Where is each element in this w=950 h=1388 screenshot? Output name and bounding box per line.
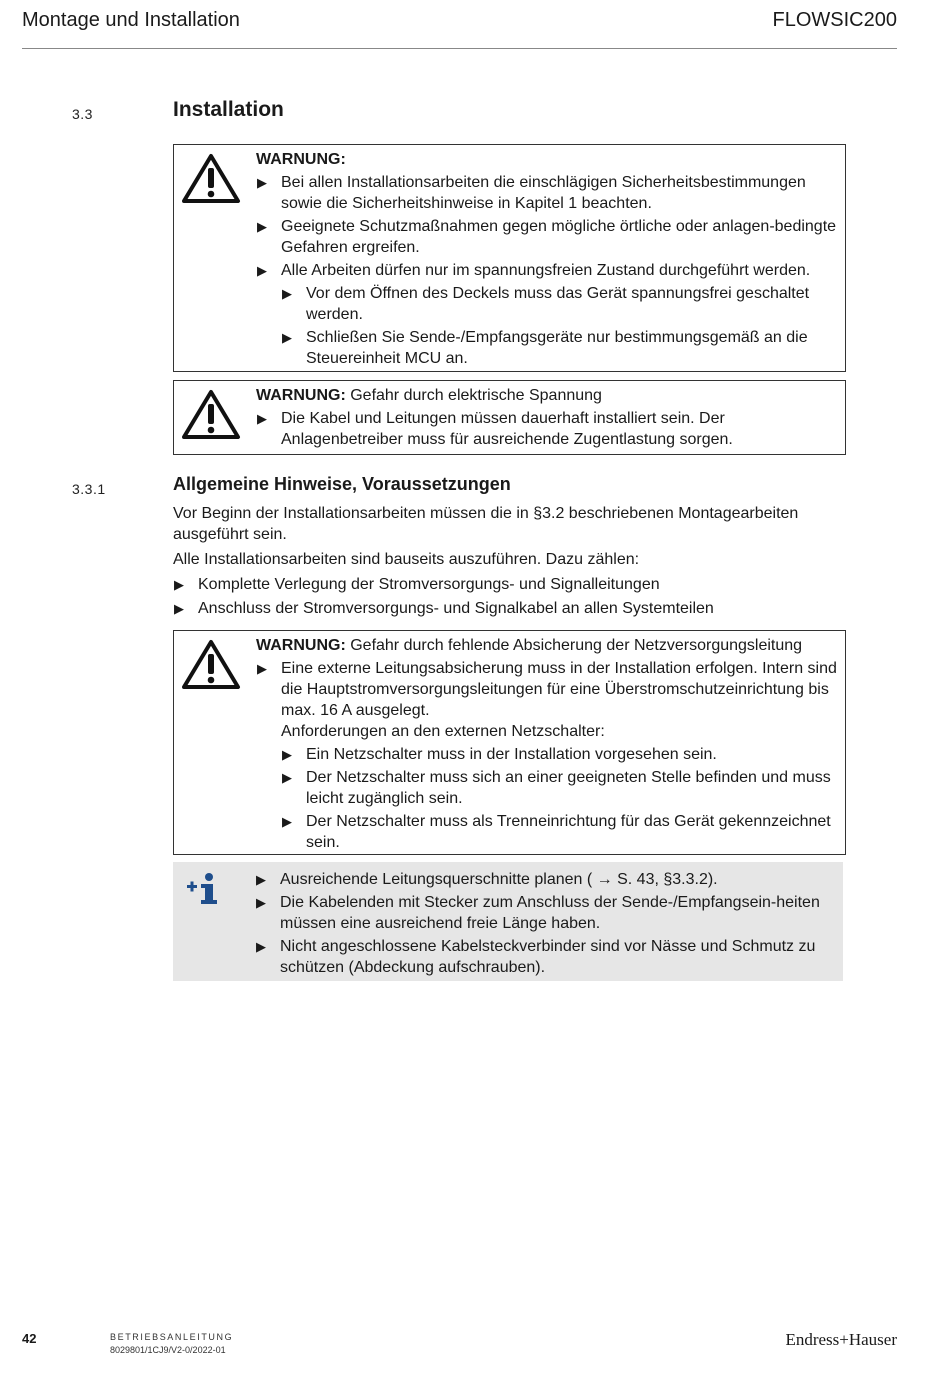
bullet-arrow-icon: ▶: [282, 286, 292, 301]
bullet-arrow-icon: ▶: [282, 814, 292, 829]
bullet-arrow-icon: ▶: [282, 770, 292, 785]
warning-subitem: ▶ Vor dem Öffnen des Deckels muss das Gerät spannungsfrei geschaltet werden.: [282, 285, 810, 323]
bullet-arrow-icon: ▶: [257, 411, 267, 426]
bullet-arrow-icon: ▶: [174, 577, 184, 592]
warning-item: ▶ Alle Arbeiten dürfen nur im spannungsfreien Zustand durchgeführt werden.: [257, 262, 811, 279]
warning-box-electrical: [173, 380, 846, 455]
warning-continuation: Anforderungen an den externen Netzschalter:: [281, 723, 605, 740]
warning-item: ▶ Eine externe Leitungsabsicherung muss in der Installation erfolgen. Intern sind die Hauptstromversorgungsleitungen für eine Überstromschutzeinrichtung bis max. 16 A ausgelegt.: [257, 660, 837, 719]
info-box: [173, 862, 843, 981]
header-section-title: Montage und Installation: [22, 9, 240, 31]
bullet-arrow-icon: ▶: [256, 939, 266, 954]
bullet-arrow-icon: ▶: [282, 747, 292, 762]
document-code: 8029801/1CJ9/V2-0/2022-01: [110, 1345, 226, 1355]
page-number: 42: [22, 1331, 37, 1346]
warning-box-general: [173, 144, 846, 372]
bullet-arrow-icon: ▶: [257, 263, 267, 278]
warning-triangle-icon: [181, 389, 241, 441]
bullet-arrow-icon: ▶: [256, 872, 266, 887]
bullet-arrow-icon: ▶: [282, 330, 292, 345]
warning-triangle-icon: [181, 153, 241, 205]
bullet-arrow-icon: ▶: [257, 661, 267, 676]
warning-label: WARNUNG:: [256, 151, 346, 168]
warning-subitem: ▶ Der Netzschalter muss als Trenneinrichtung für das Gerät gekennzeichnet sein.: [282, 813, 831, 851]
section-title: Installation: [173, 98, 284, 121]
bullet-arrow-icon: ▶: [257, 175, 267, 190]
info-item: ▶ Nicht angeschlossene Kabelsteckverbinder sind vor Nässe und Schmutz zu schützen (Abdeckung aufschrauben).: [256, 938, 816, 976]
paragraph: Vor Beginn der Installationsarbeiten müssen die in §3.2 beschriebenen Montagearbeiten ausgeführt sein.: [173, 505, 799, 543]
info-item: ▶ Die Kabelenden mit Stecker zum Anschluss der Sende-/Empfangsein-heiten müssen eine ausreichend freie Länge haben.: [256, 894, 820, 932]
paragraph: Alle Installationsarbeiten sind bauseits auszuführen. Dazu zählen:: [173, 551, 640, 568]
header-divider: [22, 48, 897, 49]
warning-label: WARNUNG:: [256, 387, 346, 404]
bullet-arrow-icon: ▶: [256, 895, 266, 910]
list-item: ▶ Anschluss der Stromversorgungs- und Signalkabel an allen Systemteilen: [174, 600, 714, 617]
document-type: BETRIEBSANLEITUNG: [110, 1332, 234, 1342]
bullet-arrow-icon: ▶: [174, 601, 184, 616]
bullet-arrow-icon: ▶: [257, 219, 267, 234]
warning-item: ▶ Geeignete Schutzmaßnahmen gegen mögliche örtliche oder anlagen-bedingte Gefahren ergreifen.: [257, 218, 837, 256]
warning-item: ▶ Die Kabel und Leitungen müssen dauerhaft installiert sein. Der Anlagenbetreiber muss für ausreichende Zugentlastung sorgen.: [257, 410, 733, 448]
warning-label: WARNUNG:: [256, 637, 346, 654]
warning-box-fuse: [173, 630, 846, 855]
info-item: ▶ Ausreichende Leitungsquerschnitte planen ( → S. 43, §3.3.2).: [256, 871, 718, 888]
info-plus-icon: [185, 872, 245, 924]
warning-item: ▶ Bei allen Installationsarbeiten die einschlägigen Sicherheitsbestimmungen sowie die Sicherheitshinweise in Kapitel 1 beachten.: [257, 174, 806, 212]
warning-subitem: ▶ Der Netzschalter muss sich an einer geeigneten Stelle befinden und muss leicht zugänglich sein.: [282, 769, 831, 807]
warning-triangle-icon: [181, 639, 241, 691]
header-product-name: FLOWSIC200: [772, 9, 897, 31]
warning-subitem: ▶ Schließen Sie Sende-/Empfangsgeräte nur bestimmungsgemäß an die Steuereinheit MCU an.: [282, 329, 808, 367]
section-number: 3.3: [72, 106, 93, 122]
list-item: ▶ Komplette Verlegung der Stromversorgungs- und Signalleitungen: [174, 576, 660, 593]
subsection-title: Allgemeine Hinweise, Voraussetzungen: [173, 474, 511, 494]
subsection-number: 3.3.1: [72, 481, 106, 497]
warning-subtitle: Gefahr durch elektrische Spannung: [350, 387, 602, 404]
warning-subitem: ▶ Ein Netzschalter muss in der Installation vorgesehen sein.: [282, 746, 717, 763]
brand-logo: Endress+Hauser: [785, 1330, 897, 1349]
warning-subtitle: Gefahr durch fehlende Absicherung der Netzversorgungsleitung: [350, 637, 803, 654]
